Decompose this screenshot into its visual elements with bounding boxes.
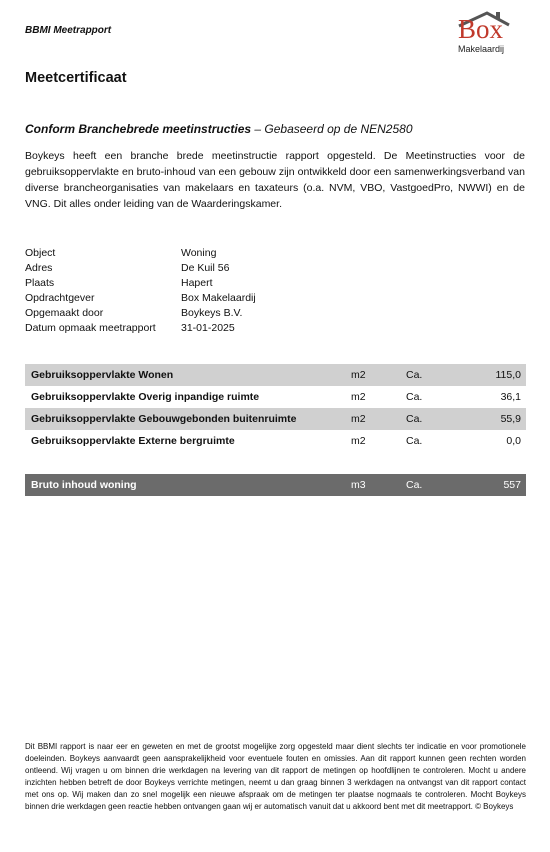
area-name: Gebruiksoppervlakte Gebouwgebonden buitenruimte — [31, 413, 297, 425]
info-row — [25, 276, 256, 291]
table-row — [25, 386, 526, 408]
info-value: Hapert — [181, 277, 213, 289]
info-value: De Kuil 56 — [181, 262, 230, 274]
info-row — [25, 246, 256, 261]
info-value: Box Makelaardij — [181, 292, 256, 304]
area-approx: Ca. — [406, 413, 423, 425]
area-name: Gebruiksoppervlakte Wonen — [31, 369, 174, 381]
area-approx: Ca. — [406, 369, 423, 381]
info-value: Boykeys B.V. — [181, 307, 243, 319]
area-name: Gebruiksoppervlakte Overig inpandige ruimte — [31, 391, 260, 403]
info-value: 31-01-2025 — [181, 322, 235, 334]
info-row — [25, 291, 256, 306]
area-approx: Ca. — [406, 391, 423, 403]
area-name: Gebruiksoppervlakte Externe bergruimte — [31, 435, 235, 447]
bruto-inhoud-row — [25, 474, 526, 496]
report-header-title: BBMI Meetrapport — [25, 25, 112, 36]
area-unit: m2 — [351, 391, 366, 403]
info-row — [25, 321, 256, 336]
info-label: Opgemaakt door — [25, 307, 104, 319]
bruto-unit: m3 — [351, 479, 366, 491]
table-row — [25, 430, 526, 452]
company-logo — [455, 10, 513, 56]
bruto-name: Bruto inhoud woning — [31, 479, 137, 491]
bruto-value: 557 — [503, 479, 521, 491]
table-row — [25, 408, 526, 430]
info-label: Opdrachtgever — [25, 292, 95, 304]
certificate-title: Meetcertificaat — [25, 70, 127, 86]
certificate-subtitle — [25, 122, 413, 136]
area-value: 55,9 — [500, 413, 521, 425]
area-unit: m2 — [351, 413, 366, 425]
disclaimer-text: Dit BBMI rapport is naar eer en geweten en met de grootst mogelijke zorg opgesteld maar dient slechts ter indicatie en voor promotionele doeleinden. Boykeys aanvaardt geen aansprakelijkheid voor eventuele fouten en omissies. Aan dit rapport kunnen geen rechten worden ontleend. Wij vragen u om binnen drie werkdagen na levering van dit rapport de metingen op hoofdlijnen te controleren. Mocht u andere inzichten hebben betreft de door Boykeys verrichte metingen, neemt u dan graag binnen 3 werkdagen na ontvangst van dit rapport contact met ons op. Wij maken dan zo snel mogelijk een nieuwe afspraak om de metingen ter plaatse nogmaals te controleren. Mocht Boykeys binnen drie werkdagen geen reactie hebben ontvangen gaan wij er automatisch vanuit dat u akkoord bent met dit meetrapport. © Boykeys — [25, 742, 526, 811]
info-row — [25, 306, 256, 321]
intro-paragraph: Boykeys heeft een branche brede meetinstructie rapport opgesteld. De Meetinstructies voor de gebruiksoppervlakte en bruto-inhoud van een gebouw zijn ontwikkeld door een samenwerkingsverband van diverse brancheorganisaties van makelaars en taxateurs (o.a. NVM, VBO, VastgoedPro, NWWI) en de VNG. Dit alles onder leiding van de Waarderingskamer. — [25, 150, 525, 210]
info-label: Object — [25, 247, 56, 259]
area-value: 0,0 — [506, 435, 521, 447]
table-row — [25, 364, 526, 386]
subtitle-rest: – Gebaseerd op de NEN2580 — [251, 122, 413, 136]
area-value: 115,0 — [495, 369, 521, 381]
logo-name: Box — [458, 14, 504, 44]
object-info — [25, 246, 256, 336]
area-unit: m2 — [351, 369, 366, 381]
area-approx: Ca. — [406, 435, 423, 447]
area-value: 36,1 — [500, 391, 521, 403]
area-table — [25, 364, 526, 452]
subtitle-bold: Conform Branchebrede meetinstructies — [25, 122, 252, 136]
info-value: Woning — [181, 247, 217, 259]
info-label: Adres — [25, 262, 53, 274]
info-label: Datum opmaak meetrapport — [25, 322, 156, 334]
logo-subtitle: Makelaardij — [458, 44, 505, 54]
info-row — [25, 261, 256, 276]
bruto-approx: Ca. — [406, 479, 423, 491]
area-unit: m2 — [351, 435, 366, 447]
info-label: Plaats — [25, 277, 55, 289]
